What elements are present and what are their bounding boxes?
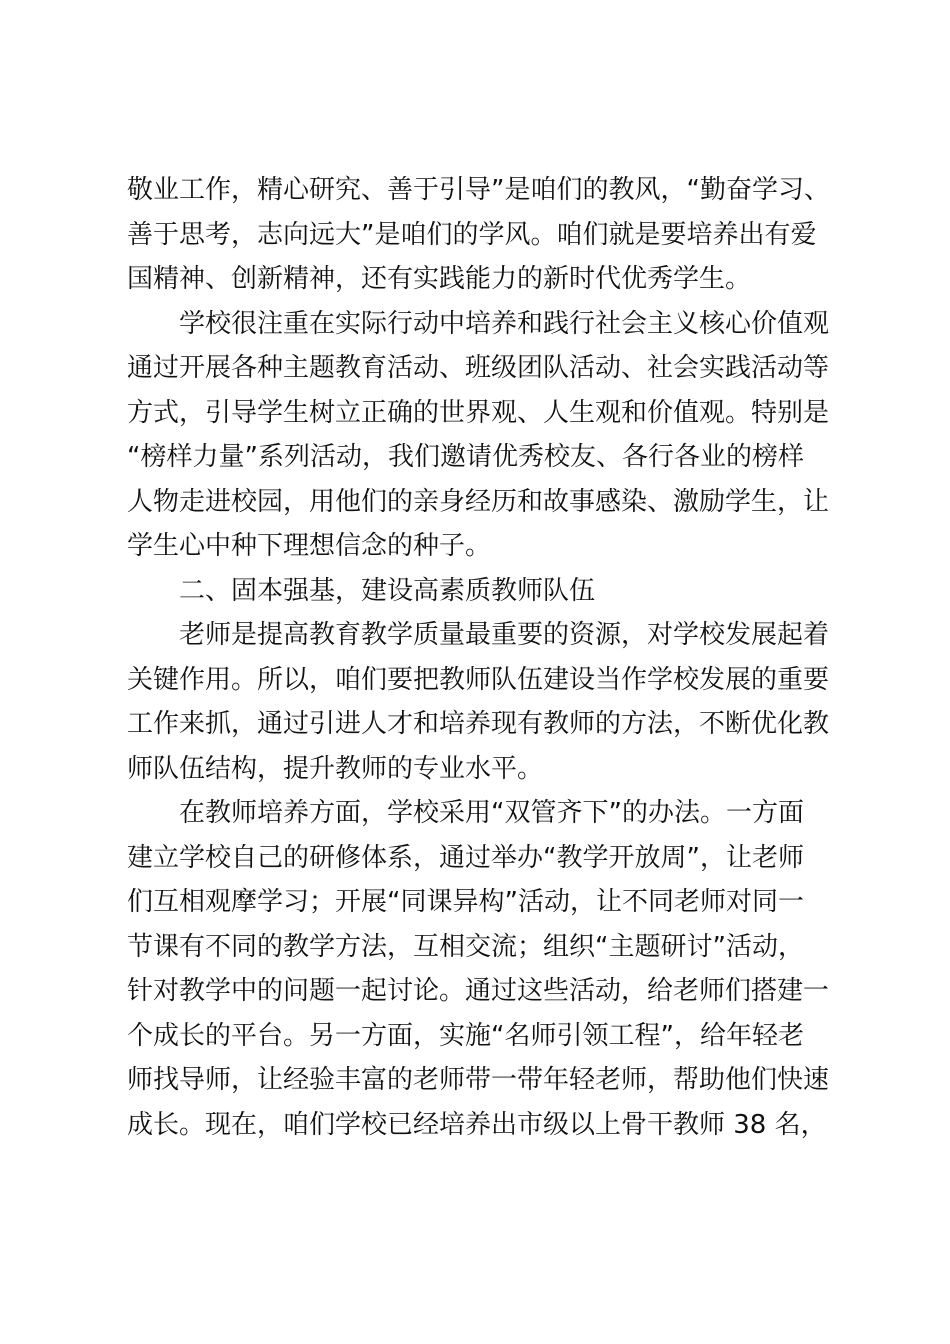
text-line: 关键作用。所以，咱们要把教师队伍建设当作学校发展的重要 bbox=[127, 664, 830, 695]
text-line: 针对教学中的问题一起讨论。通过这些活动，给老师们搭建一 bbox=[127, 976, 830, 1006]
text-line: 方式，引导学生树立正确的世界观、人生观和价值观。特别是 bbox=[127, 397, 830, 428]
text-line: “榜样力量”系列活动，我们邀请优秀校友、各行各业的榜样 bbox=[127, 442, 804, 472]
text-line: 学校很注重在实际行动中培养和践行社会主义核心价值观 bbox=[179, 308, 830, 339]
text-line: 通过开展各种主题教育活动、班级团队活动、社会实践活动等 bbox=[127, 353, 830, 383]
document-body bbox=[127, 168, 833, 1147]
text-line: 敬业工作，精心研究、善于引导”是咱们的教风，“勤奋学习、 bbox=[127, 175, 830, 205]
text-line: 老师是提高教育教学质量最重要的资源，对学校发展起着 bbox=[179, 620, 830, 650]
text-line: 国精神、创新精神，还有实践能力的新时代优秀学生。 bbox=[127, 264, 752, 294]
text-line: 们互相观摩学习；开展“同课异构”活动，让不同老师对同一 bbox=[127, 887, 804, 917]
text-line: 个成长的平台。另一方面，实施“名师引领工程”，给年轻老 bbox=[127, 1020, 804, 1051]
text-line: 节课有不同的教学方法，互相交流；组织“主题研讨”活动， bbox=[127, 931, 804, 962]
text-line: 学生心中种下理想信念的种子。 bbox=[127, 531, 492, 561]
text-line: 工作来抓，通过引进人才和培养现有教师的方法，不断优化教 bbox=[127, 709, 830, 739]
text-line: 师队伍结构，提升教师的专业水平。 bbox=[127, 753, 544, 784]
text-line: 师找导师，让经验丰富的老师带一带年轻老师，帮助他们快速 bbox=[127, 1065, 830, 1095]
text-line: 建立学校自己的研修体系，通过举办“教学开放周”，让老师 bbox=[127, 842, 804, 873]
text-line: 二、固本强基，建设高素质教师队伍 bbox=[179, 575, 596, 606]
text-line: 人物走进校园，用他们的亲身经历和故事感染、激励学生，让 bbox=[127, 486, 830, 517]
text-line: 成长。现在，咱们学校已经培养出市级以上骨干教师 38 名， bbox=[127, 1109, 827, 1140]
text-line: 善于思考，志向远大”是咱们的学风。咱们就是要培养出有爱 bbox=[127, 219, 817, 250]
text-line: 在教师培养方面，学校采用“双管齐下”的办法。一方面 bbox=[179, 798, 804, 828]
